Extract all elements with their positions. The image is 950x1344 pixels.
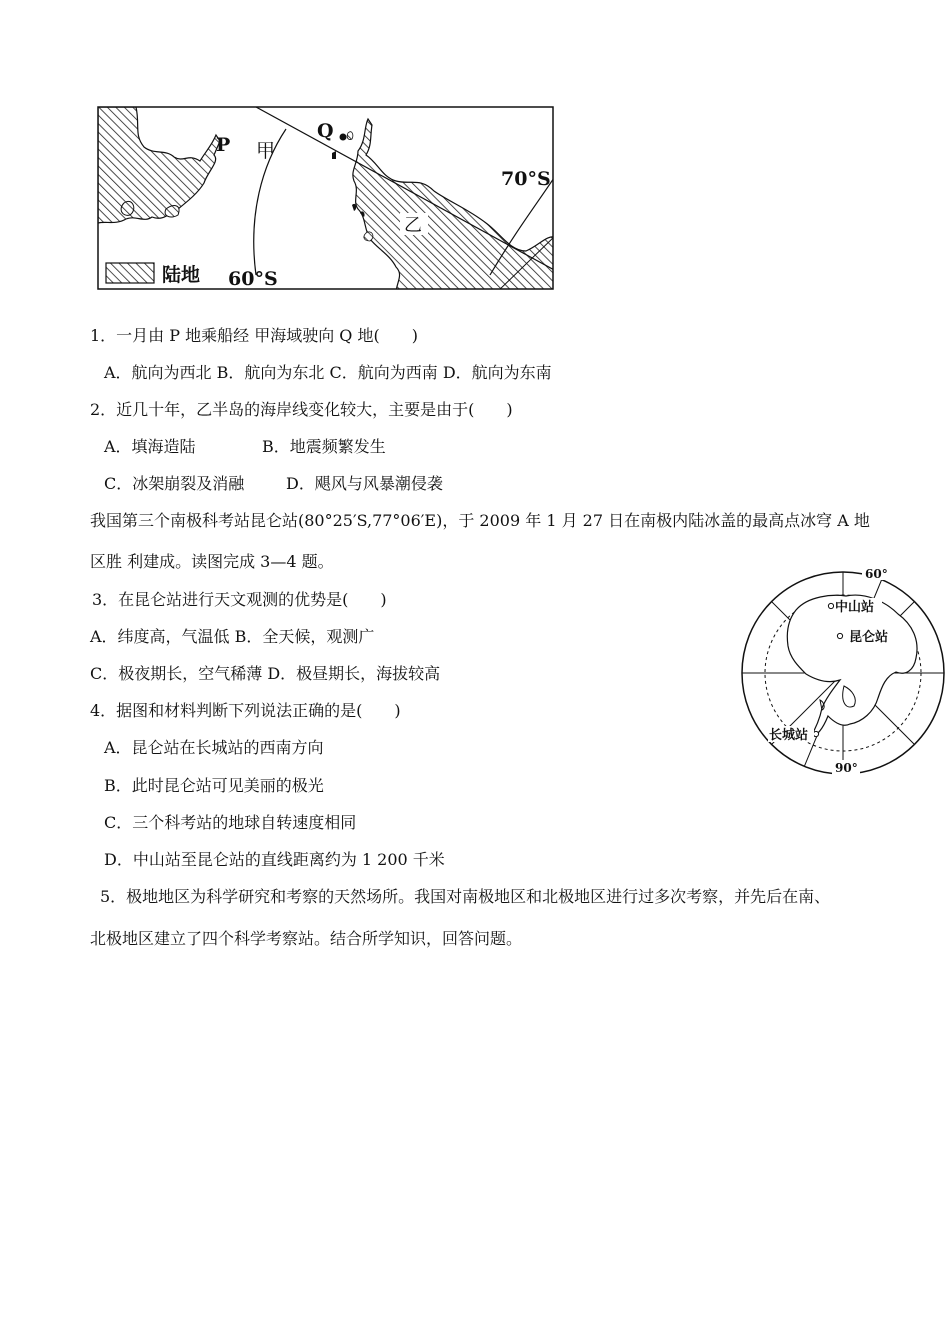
- label-jia: 甲: [256, 140, 276, 162]
- label-p: P: [216, 134, 231, 156]
- label-60-deg: 60°: [865, 567, 888, 581]
- label-90-deg: 90°: [835, 761, 858, 775]
- q2-option-a: A．填海造陆: [104, 437, 196, 456]
- label-kunlun: 昆仑站: [849, 630, 889, 645]
- label-zhongshan: 中山站: [835, 600, 875, 615]
- q4-option-a: A．昆仑站在长城站的西南方向: [104, 738, 324, 757]
- q3-options-ab: A．纬度高，气温低 B．全天候，观测广: [90, 627, 375, 646]
- q5-line1: 5．极地地区为科学研究和考察的天然场所。我国对南极地区和北极地区进行过多次考察，并先后在南、: [100, 887, 831, 906]
- label-yi: 乙: [404, 215, 422, 236]
- intro-line2: 区胜 利建成。读图完成 3—4 题。: [90, 552, 334, 571]
- intro-line1: 我国第三个南极科考站昆仑站(80°25′S,77°06′E)，于 2009 年 1 月 27 日在南极内陆冰盖的最高点冰穹 A 地: [90, 511, 870, 530]
- q2-option-b: B．地震频繁发生: [262, 437, 386, 456]
- q2-option-d: D．飓风与风暴潮侵袭: [286, 474, 443, 493]
- q2-option-c: C．冰架崩裂及消融: [104, 474, 245, 493]
- label-60s: 60°S: [228, 268, 278, 290]
- q3-stem: 3．在昆仑站进行天文观测的优势是( ): [92, 590, 387, 609]
- q2-stem: 2．近几十年，乙半岛的海岸线变化较大，主要是由于( ): [90, 400, 513, 419]
- label-70s: 70°S: [501, 168, 551, 190]
- q1-stem: 1．一月由 P 地乘船经 甲海域驶向 Q 地( ): [90, 326, 418, 345]
- antarctica-map: [736, 566, 948, 778]
- q4-option-c: C．三个科考站的地球自转速度相同: [104, 813, 357, 832]
- q5-line2: 北极地区建立了四个科学考察站。结合所学知识，回答问题。: [90, 929, 523, 948]
- peninsula-map: [96, 105, 556, 293]
- q4-option-b: B．此时昆仑站可见美丽的极光: [104, 776, 324, 795]
- peninsula-landmass: [353, 119, 556, 293]
- q3-options-cd: C．极夜期长，空气稀薄 D．极昼期长，海拔较高: [90, 664, 441, 683]
- left-landmass: [98, 107, 220, 223]
- q4-stem: 4．据图和材料判断下列说法正确的是( ): [90, 701, 401, 720]
- label-q: Q: [317, 120, 334, 142]
- label-changcheng: 长城站: [769, 728, 809, 743]
- legend-label: 陆地: [162, 264, 201, 286]
- q4-option-d: D．中山站至昆仑站的直线距离约为 1 200 千米: [104, 850, 445, 869]
- q1-options: A．航向为西北 B．航向为东北 C．航向为西南 D．航向为东南: [104, 363, 552, 382]
